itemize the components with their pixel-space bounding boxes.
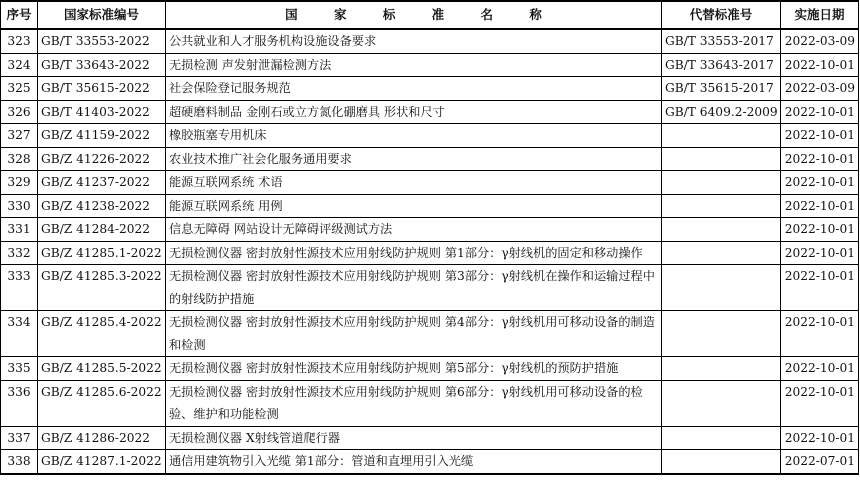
cell-replaced bbox=[662, 147, 781, 171]
table-row bbox=[1, 100, 859, 124]
cell-replaced: GB/T 6409.2-2009 bbox=[662, 100, 781, 124]
cell-no: 333 bbox=[1, 265, 38, 311]
cell-name: 社会保险登记服务规范 bbox=[166, 77, 662, 101]
cell-no: 328 bbox=[1, 147, 38, 171]
cell-code: GB/Z 41238-2022 bbox=[38, 194, 166, 218]
table-row bbox=[1, 450, 859, 474]
cell-code: GB/Z 41286-2022 bbox=[38, 426, 166, 450]
cell-no: 330 bbox=[1, 194, 38, 218]
cell-code: GB/Z 41285.5-2022 bbox=[38, 357, 166, 381]
cell-replaced bbox=[662, 380, 781, 426]
table-row bbox=[1, 311, 859, 357]
cell-no: 329 bbox=[1, 171, 38, 195]
cell-name: 无损检测 声发射泄漏检测方法 bbox=[166, 53, 662, 77]
cell-date: 2022-10-01 bbox=[781, 218, 859, 242]
cell-name: 无损检测仪器 X射线管道爬行器 bbox=[166, 426, 662, 450]
cell-code: GB/Z 41285.4-2022 bbox=[38, 311, 166, 357]
cell-code: GB/T 41403-2022 bbox=[38, 100, 166, 124]
cell-date: 2022-10-01 bbox=[781, 100, 859, 124]
table-row bbox=[1, 357, 859, 381]
cell-date: 2022-10-01 bbox=[781, 241, 859, 265]
cell-code: GB/Z 41285.3-2022 bbox=[38, 265, 166, 311]
cell-no: 337 bbox=[1, 426, 38, 450]
table-row bbox=[1, 53, 859, 77]
cell-code: GB/Z 41287.1-2022 bbox=[38, 450, 166, 474]
cell-replaced bbox=[662, 450, 781, 474]
cell-no: 332 bbox=[1, 241, 38, 265]
cell-date: 2022-10-01 bbox=[781, 171, 859, 195]
cell-date: 2022-10-01 bbox=[781, 194, 859, 218]
cell-replaced bbox=[662, 426, 781, 450]
cell-name: 橡胶瓶塞专用机床 bbox=[166, 124, 662, 148]
cell-replaced: GB/T 33553-2017 bbox=[662, 29, 781, 53]
cell-name: 信息无障碍 网站设计无障碍评级测试方法 bbox=[166, 218, 662, 242]
cell-date: 2022-10-01 bbox=[781, 124, 859, 148]
cell-no: 325 bbox=[1, 77, 38, 101]
cell-name: 超硬磨料制品 金刚石或立方氮化硼磨具 形状和尺寸 bbox=[166, 100, 662, 124]
cell-name: 能源互联网系统 用例 bbox=[166, 194, 662, 218]
cell-date: 2022-10-01 bbox=[781, 311, 859, 357]
cell-replaced: GB/T 33643-2017 bbox=[662, 53, 781, 77]
cell-code: GB/T 33643-2022 bbox=[38, 53, 166, 77]
cell-no: 326 bbox=[1, 100, 38, 124]
header-row bbox=[1, 1, 859, 29]
cell-name: 无损检测仪器 密封放射性源技术应用射线防护规则 第1部分：γ射线机的固定和移动操作 bbox=[166, 241, 662, 265]
table-row bbox=[1, 29, 859, 53]
cell-no: 331 bbox=[1, 218, 38, 242]
table-row bbox=[1, 194, 859, 218]
cell-no: 323 bbox=[1, 29, 38, 53]
cell-replaced bbox=[662, 357, 781, 381]
cell-name: 无损检测仪器 密封放射性源技术应用射线防护规则 第5部分：γ射线机的预防护措施 bbox=[166, 357, 662, 381]
header-code: 国家标准编号 bbox=[38, 1, 166, 29]
cell-replaced: GB/T 35615-2017 bbox=[662, 77, 781, 101]
cell-date: 2022-10-01 bbox=[781, 380, 859, 426]
cell-no: 327 bbox=[1, 124, 38, 148]
table-row bbox=[1, 218, 859, 242]
cell-code: GB/Z 41159-2022 bbox=[38, 124, 166, 148]
table-body bbox=[1, 29, 859, 474]
header-name: 国 家 标 准 名 称 bbox=[166, 1, 662, 29]
table-row bbox=[1, 124, 859, 148]
cell-name: 无损检测仪器 密封放射性源技术应用射线防护规则 第6部分：γ射线机用可移动设备的检验、维护和功能检测 bbox=[166, 380, 662, 426]
cell-replaced bbox=[662, 171, 781, 195]
table-row bbox=[1, 77, 859, 101]
cell-code: GB/Z 41284-2022 bbox=[38, 218, 166, 242]
cell-code: GB/T 35615-2022 bbox=[38, 77, 166, 101]
cell-code: GB/T 33553-2022 bbox=[38, 29, 166, 53]
cell-replaced bbox=[662, 218, 781, 242]
cell-no: 338 bbox=[1, 450, 38, 474]
cell-date: 2022-10-01 bbox=[781, 147, 859, 171]
cell-replaced bbox=[662, 194, 781, 218]
table-row bbox=[1, 380, 859, 426]
table-row bbox=[1, 265, 859, 311]
cell-name: 公共就业和人才服务机构设施设备要求 bbox=[166, 29, 662, 53]
cell-date: 2022-07-01 bbox=[781, 450, 859, 474]
header-no: 序号 bbox=[1, 1, 38, 29]
cell-code: GB/Z 41285.6-2022 bbox=[38, 380, 166, 426]
cell-name: 无损检测仪器 密封放射性源技术应用射线防护规则 第4部分：γ射线机用可移动设备的制造和检测 bbox=[166, 311, 662, 357]
cell-date: 2022-10-01 bbox=[781, 265, 859, 311]
cell-code: GB/Z 41237-2022 bbox=[38, 171, 166, 195]
cell-date: 2022-10-01 bbox=[781, 426, 859, 450]
header-date: 实施日期 bbox=[781, 1, 859, 29]
table-row bbox=[1, 426, 859, 450]
cell-replaced bbox=[662, 311, 781, 357]
cell-date: 2022-10-01 bbox=[781, 53, 859, 77]
cell-no: 335 bbox=[1, 357, 38, 381]
table-row bbox=[1, 147, 859, 171]
cell-no: 336 bbox=[1, 380, 38, 426]
cell-replaced bbox=[662, 124, 781, 148]
cell-date: 2022-03-09 bbox=[781, 77, 859, 101]
cell-code: GB/Z 41226-2022 bbox=[38, 147, 166, 171]
cell-date: 2022-10-01 bbox=[781, 357, 859, 381]
cell-code: GB/Z 41285.1-2022 bbox=[38, 241, 166, 265]
cell-name: 无损检测仪器 密封放射性源技术应用射线防护规则 第3部分：γ射线机在操作和运输过程中的射线防护措施 bbox=[166, 265, 662, 311]
cell-replaced bbox=[662, 241, 781, 265]
cell-replaced bbox=[662, 265, 781, 311]
cell-no: 334 bbox=[1, 311, 38, 357]
cell-name: 能源互联网系统 术语 bbox=[166, 171, 662, 195]
cell-name: 通信用建筑物引入光缆 第1部分：管道和直埋用引入光缆 bbox=[166, 450, 662, 474]
table-row bbox=[1, 171, 859, 195]
cell-no: 324 bbox=[1, 53, 38, 77]
cell-name: 农业技术推广社会化服务通用要求 bbox=[166, 147, 662, 171]
header-replaced: 代替标准号 bbox=[662, 1, 781, 29]
cell-date: 2022-03-09 bbox=[781, 29, 859, 53]
table-header bbox=[1, 1, 859, 29]
table-row bbox=[1, 241, 859, 265]
